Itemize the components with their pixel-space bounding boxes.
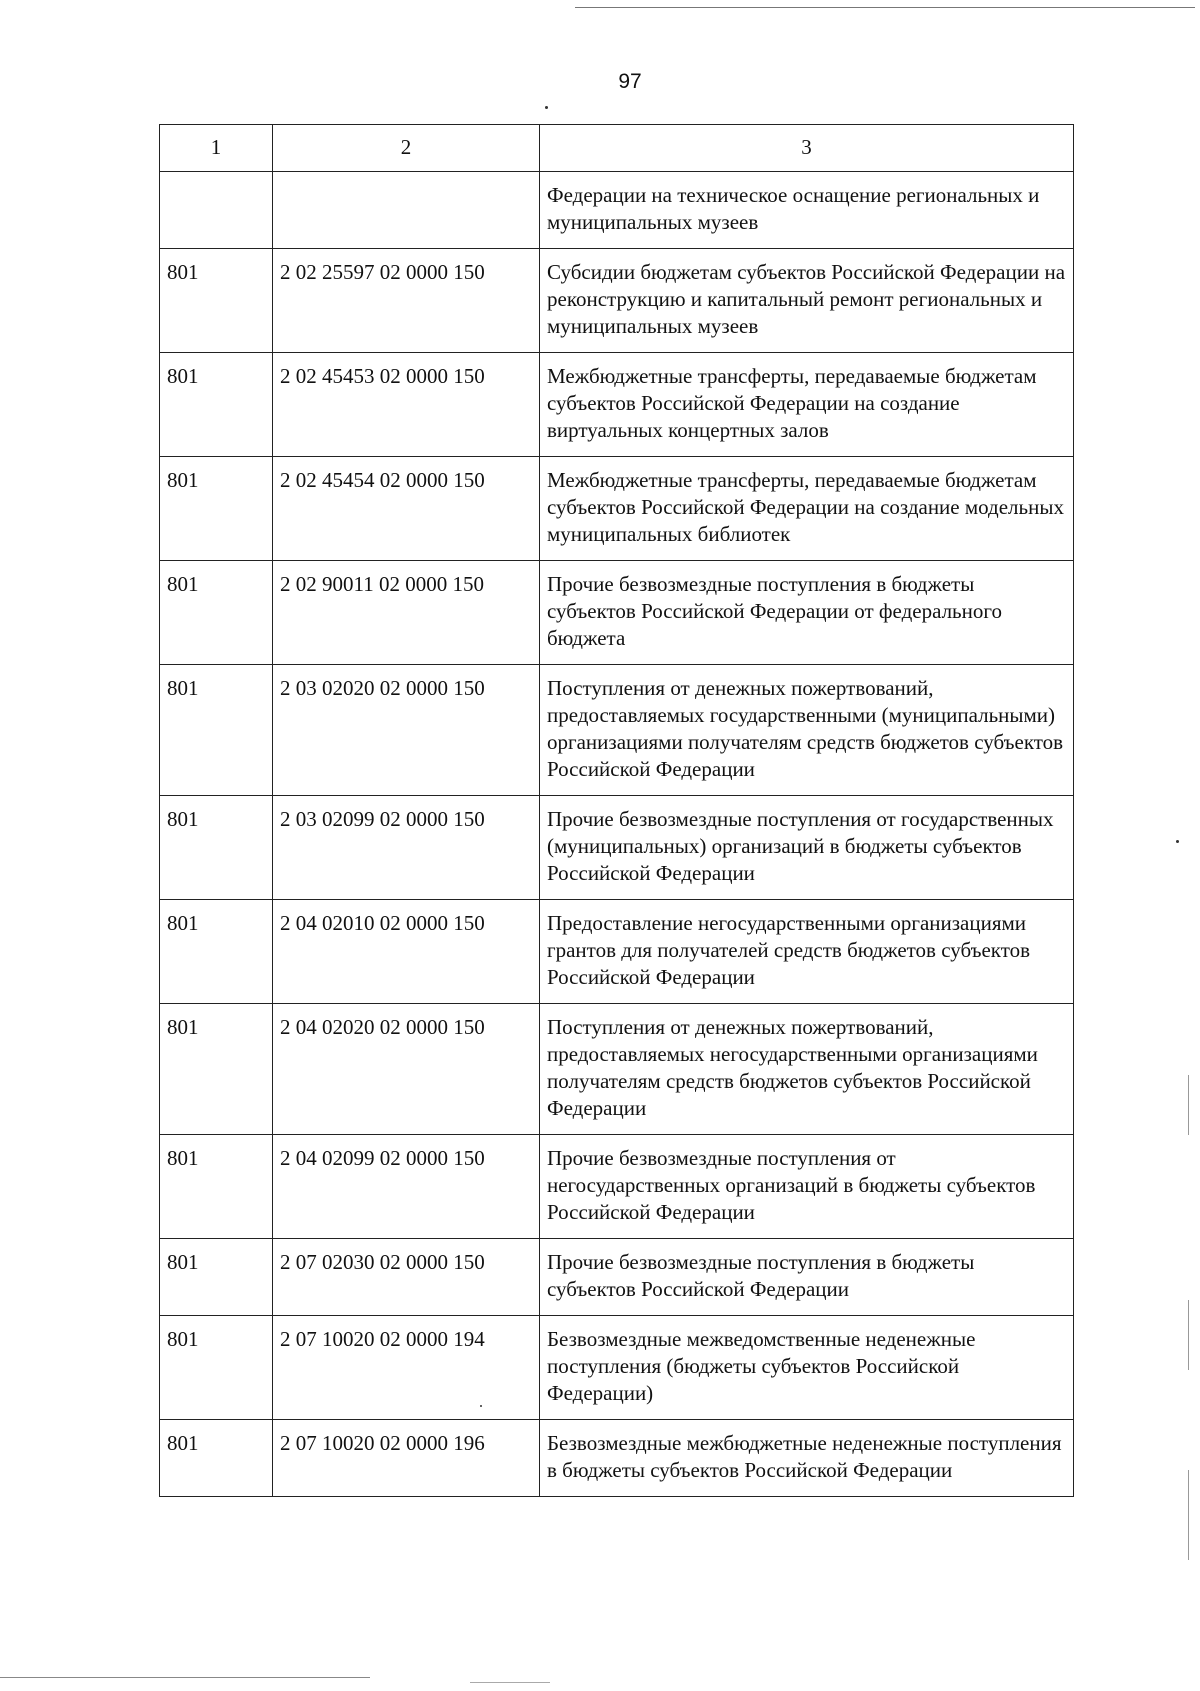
- table-body: [160, 172, 1074, 1497]
- table-row: [160, 457, 1074, 561]
- revenue-name-cell: Прочие безвозмездные поступления от государственных (муниципальных) организаций в бюджеты субъектов Российской Федерации: [540, 796, 1074, 900]
- scan-speck: [1176, 840, 1179, 843]
- budget-classification-code-cell: 2 07 10020 02 0000 196: [273, 1420, 540, 1497]
- admin-code-cell: 801: [160, 1239, 273, 1316]
- scan-edge-line-top: [575, 7, 1195, 8]
- column-header: 2: [273, 125, 540, 172]
- revenue-name-cell: Поступления от денежных пожертвований, предоставляемых государственными (муниципальными) организациями получателям средств бюджетов субъектов Российской Федерации: [540, 665, 1074, 796]
- admin-code-cell: 801: [160, 457, 273, 561]
- page-number: 97: [618, 70, 642, 93]
- table-row: [160, 1316, 1074, 1420]
- revenue-name-cell: Предоставление негосударственными организациями грантов для получателей средств бюджетов субъектов Российской Федерации: [540, 900, 1074, 1004]
- revenue-name-cell: Прочие безвозмездные поступления от негосударственных организаций в бюджеты субъектов Российской Федерации: [540, 1135, 1074, 1239]
- admin-code-cell: 801: [160, 900, 273, 1004]
- column-header: 3: [540, 125, 1074, 172]
- admin-code-cell: 801: [160, 353, 273, 457]
- scan-speck: [545, 106, 548, 109]
- scan-edge-line-bottom-short: [470, 1682, 550, 1683]
- table-row: [160, 796, 1074, 900]
- revenue-name-cell: Поступления от денежных пожертвований, предоставляемых негосударственными организациями получателям средств бюджетов субъектов Российской Федерации: [540, 1004, 1074, 1135]
- budget-classification-code-cell: 2 03 02099 02 0000 150: [273, 796, 540, 900]
- revenue-name-cell: Прочие безвозмездные поступления в бюджеты субъектов Российской Федерации от федерального бюджета: [540, 561, 1074, 665]
- revenue-name-cell: Субсидии бюджетам субъектов Российской Федерации на реконструкцию и капитальный ремонт региональных и муниципальных музеев: [540, 249, 1074, 353]
- table-row: [160, 900, 1074, 1004]
- column-header: 1: [160, 125, 273, 172]
- budget-classification-code-cell: 2 07 02030 02 0000 150: [273, 1239, 540, 1316]
- table-header-row: [160, 125, 1074, 172]
- budget-classification-code-cell: [273, 172, 540, 249]
- scan-edge-mark: [1188, 1470, 1189, 1560]
- table-row: [160, 1420, 1074, 1497]
- budget-classification-code-cell: 2 02 90011 02 0000 150: [273, 561, 540, 665]
- scan-edge-line-bottom: [0, 1677, 370, 1678]
- scan-edge-mark: [1188, 1300, 1189, 1370]
- table-row: [160, 1239, 1074, 1316]
- admin-code-cell: 801: [160, 249, 273, 353]
- table-row: [160, 249, 1074, 353]
- admin-code-cell: [160, 172, 273, 249]
- table-row: [160, 561, 1074, 665]
- revenue-name-cell: Федерации на техническое оснащение региональных и муниципальных музеев: [540, 172, 1074, 249]
- budget-classification-code-cell: 2 03 02020 02 0000 150: [273, 665, 540, 796]
- revenue-name-cell: Безвозмездные межведомственные неденежные поступления (бюджеты субъектов Российской Федерации): [540, 1316, 1074, 1420]
- revenue-name-cell: Межбюджетные трансферты, передаваемые бюджетам субъектов Российской Федерации на создание виртуальных концертных залов: [540, 353, 1074, 457]
- admin-code-cell: 801: [160, 1135, 273, 1239]
- budget-classification-code-cell: 2 04 02099 02 0000 150: [273, 1135, 540, 1239]
- admin-code-cell: 801: [160, 796, 273, 900]
- table-row: [160, 1135, 1074, 1239]
- admin-code-cell: 801: [160, 561, 273, 665]
- scan-edge-mark: [1188, 1075, 1189, 1135]
- budget-classification-code-cell: 2 02 45453 02 0000 150: [273, 353, 540, 457]
- admin-code-cell: 801: [160, 1004, 273, 1135]
- budget-classification-code-cell: 2 04 02010 02 0000 150: [273, 900, 540, 1004]
- budget-classification-code-cell: 2 04 02020 02 0000 150: [273, 1004, 540, 1135]
- revenue-name-cell: Межбюджетные трансферты, передаваемые бюджетам субъектов Российской Федерации на создание модельных муниципальных библиотек: [540, 457, 1074, 561]
- admin-code-cell: 801: [160, 665, 273, 796]
- budget-classification-code-cell: 2 02 45454 02 0000 150: [273, 457, 540, 561]
- admin-code-cell: 801: [160, 1420, 273, 1497]
- budget-codes-table: [159, 124, 1074, 1497]
- admin-code-cell: 801: [160, 1316, 273, 1420]
- table-row: [160, 172, 1074, 249]
- table-row: [160, 353, 1074, 457]
- table-row: [160, 1004, 1074, 1135]
- budget-classification-code-cell: 2 02 25597 02 0000 150: [273, 249, 540, 353]
- table-row: [160, 665, 1074, 796]
- revenue-name-cell: Прочие безвозмездные поступления в бюджеты субъектов Российской Федерации: [540, 1239, 1074, 1316]
- revenue-name-cell: Безвозмездные межбюджетные неденежные поступления в бюджеты субъектов Российской Федерации: [540, 1420, 1074, 1497]
- budget-classification-code-cell: 2 07 10020 02 0000 194: [273, 1316, 540, 1420]
